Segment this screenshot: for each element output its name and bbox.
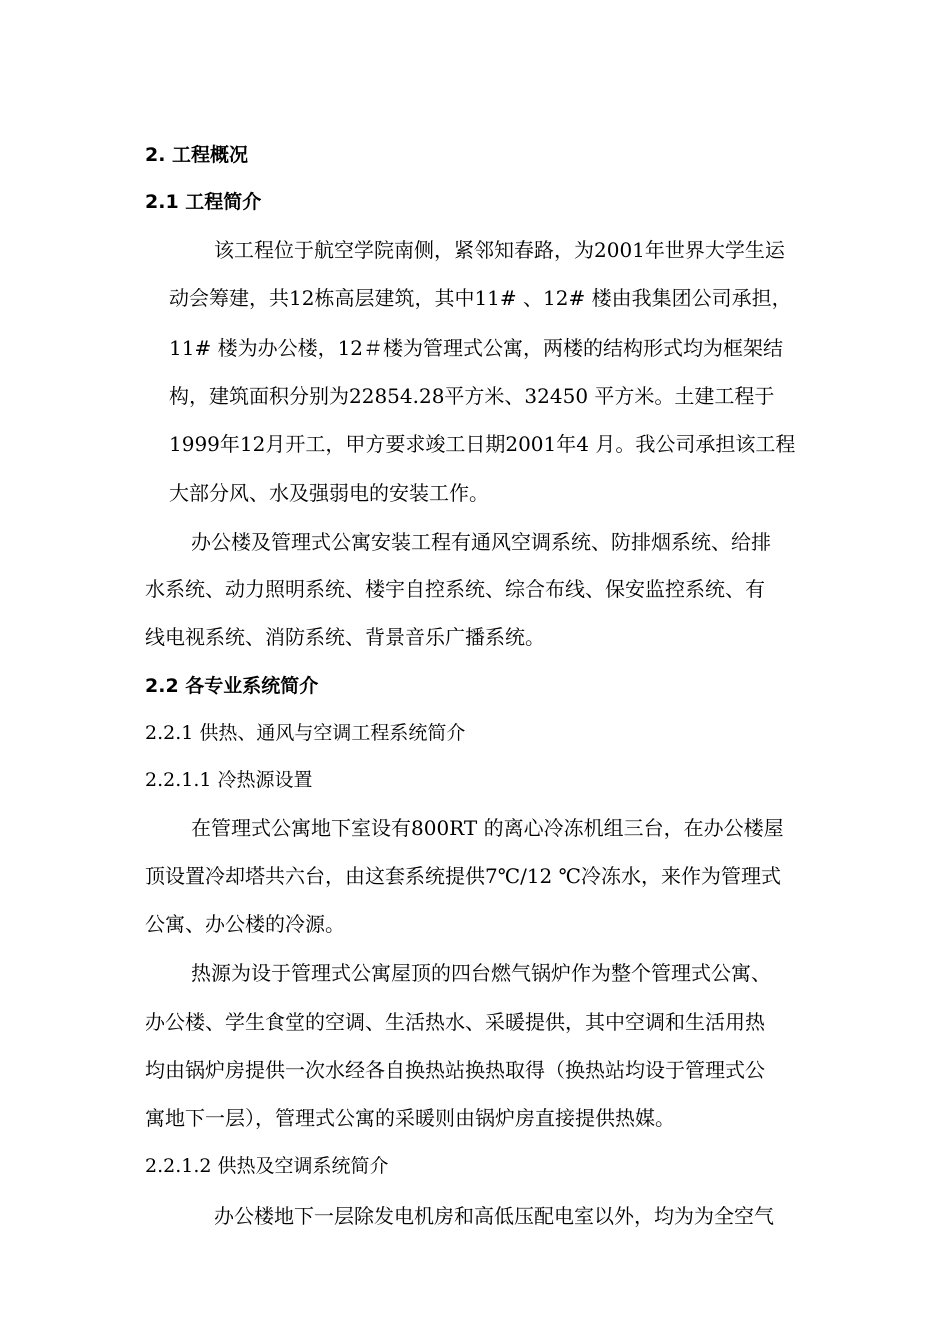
paragraph-line: 寓地下一层），管理式公寓的采暖则由锅炉房直接提供热媒。 — [145, 1106, 675, 1130]
paragraph-line: 顶设置冷却塔共六台，由这套系统提供7℃/12 ℃冷冻水，来作为管理式 — [145, 864, 782, 888]
paragraph-line: 大部分风、水及强弱电的安装工作。 — [169, 481, 489, 505]
section-2-2-title: 2.2 各专业系统简介 — [145, 675, 319, 697]
paragraph-line: 办公楼地下一层除发电机房和高低压配电室以外，均为为全空气 — [214, 1204, 774, 1228]
section-2-2-1-title: 2.2.1 供热、通风与空调工程系统简介 — [145, 722, 466, 744]
paragraph-line: 均由锅炉房提供一次水经各自换热站换热取得（换热站均设于管理式公 — [145, 1058, 765, 1082]
paragraph-line: 11# 楼为办公楼，12＃楼为管理式公寓，两楼的结构形式均为框架结 — [169, 336, 784, 360]
paragraph-line: 办公楼及管理式公寓安装工程有通风空调系统、防排烟系统、给排 — [191, 530, 771, 554]
paragraph-line: 线电视系统、消防系统、背景音乐广播系统。 — [145, 625, 545, 649]
section-2-2-1-2-title: 2.2.1.2 供热及空调系统简介 — [145, 1155, 389, 1177]
paragraph-line: 1999年12月开工，甲方要求竣工日期2001年4 月。我公司承担该工程 — [169, 432, 796, 456]
paragraph-line: 动会筹建，共12栋高层建筑，其中11# 、12# 楼由我集团公司承担， — [169, 286, 792, 310]
paragraph-line: 水系统、动力照明系统、楼宇自控系统、综合布线、保安监控系统、有 — [145, 577, 765, 601]
paragraph-line: 构，建筑面积分别为22854.28平方米、32450 平方米。土建工程于 — [169, 384, 775, 408]
paragraph-line: 热源为设于管理式公寓屋顶的四台燃气锅炉作为整个管理式公寓、 — [191, 961, 771, 985]
section-2-1-title: 2.1 工程简介 — [145, 191, 262, 213]
paragraph-line: 办公楼、学生食堂的空调、生活热水、采暖提供，其中空调和生活用热 — [145, 1010, 765, 1034]
paragraph-line: 公寓、办公楼的冷源。 — [145, 912, 345, 936]
paragraph-line: 该工程位于航空学院南侧，紧邻知春路，为2001年世界大学生运 — [214, 238, 785, 262]
paragraph-line: 在管理式公寓地下室设有800RT 的离心冷冻机组三台，在办公楼屋 — [191, 816, 784, 840]
section-2-title: 2. 工程概况 — [145, 144, 249, 166]
section-2-2-1-1-title: 2.2.1.1 冷热源设置 — [145, 769, 313, 791]
